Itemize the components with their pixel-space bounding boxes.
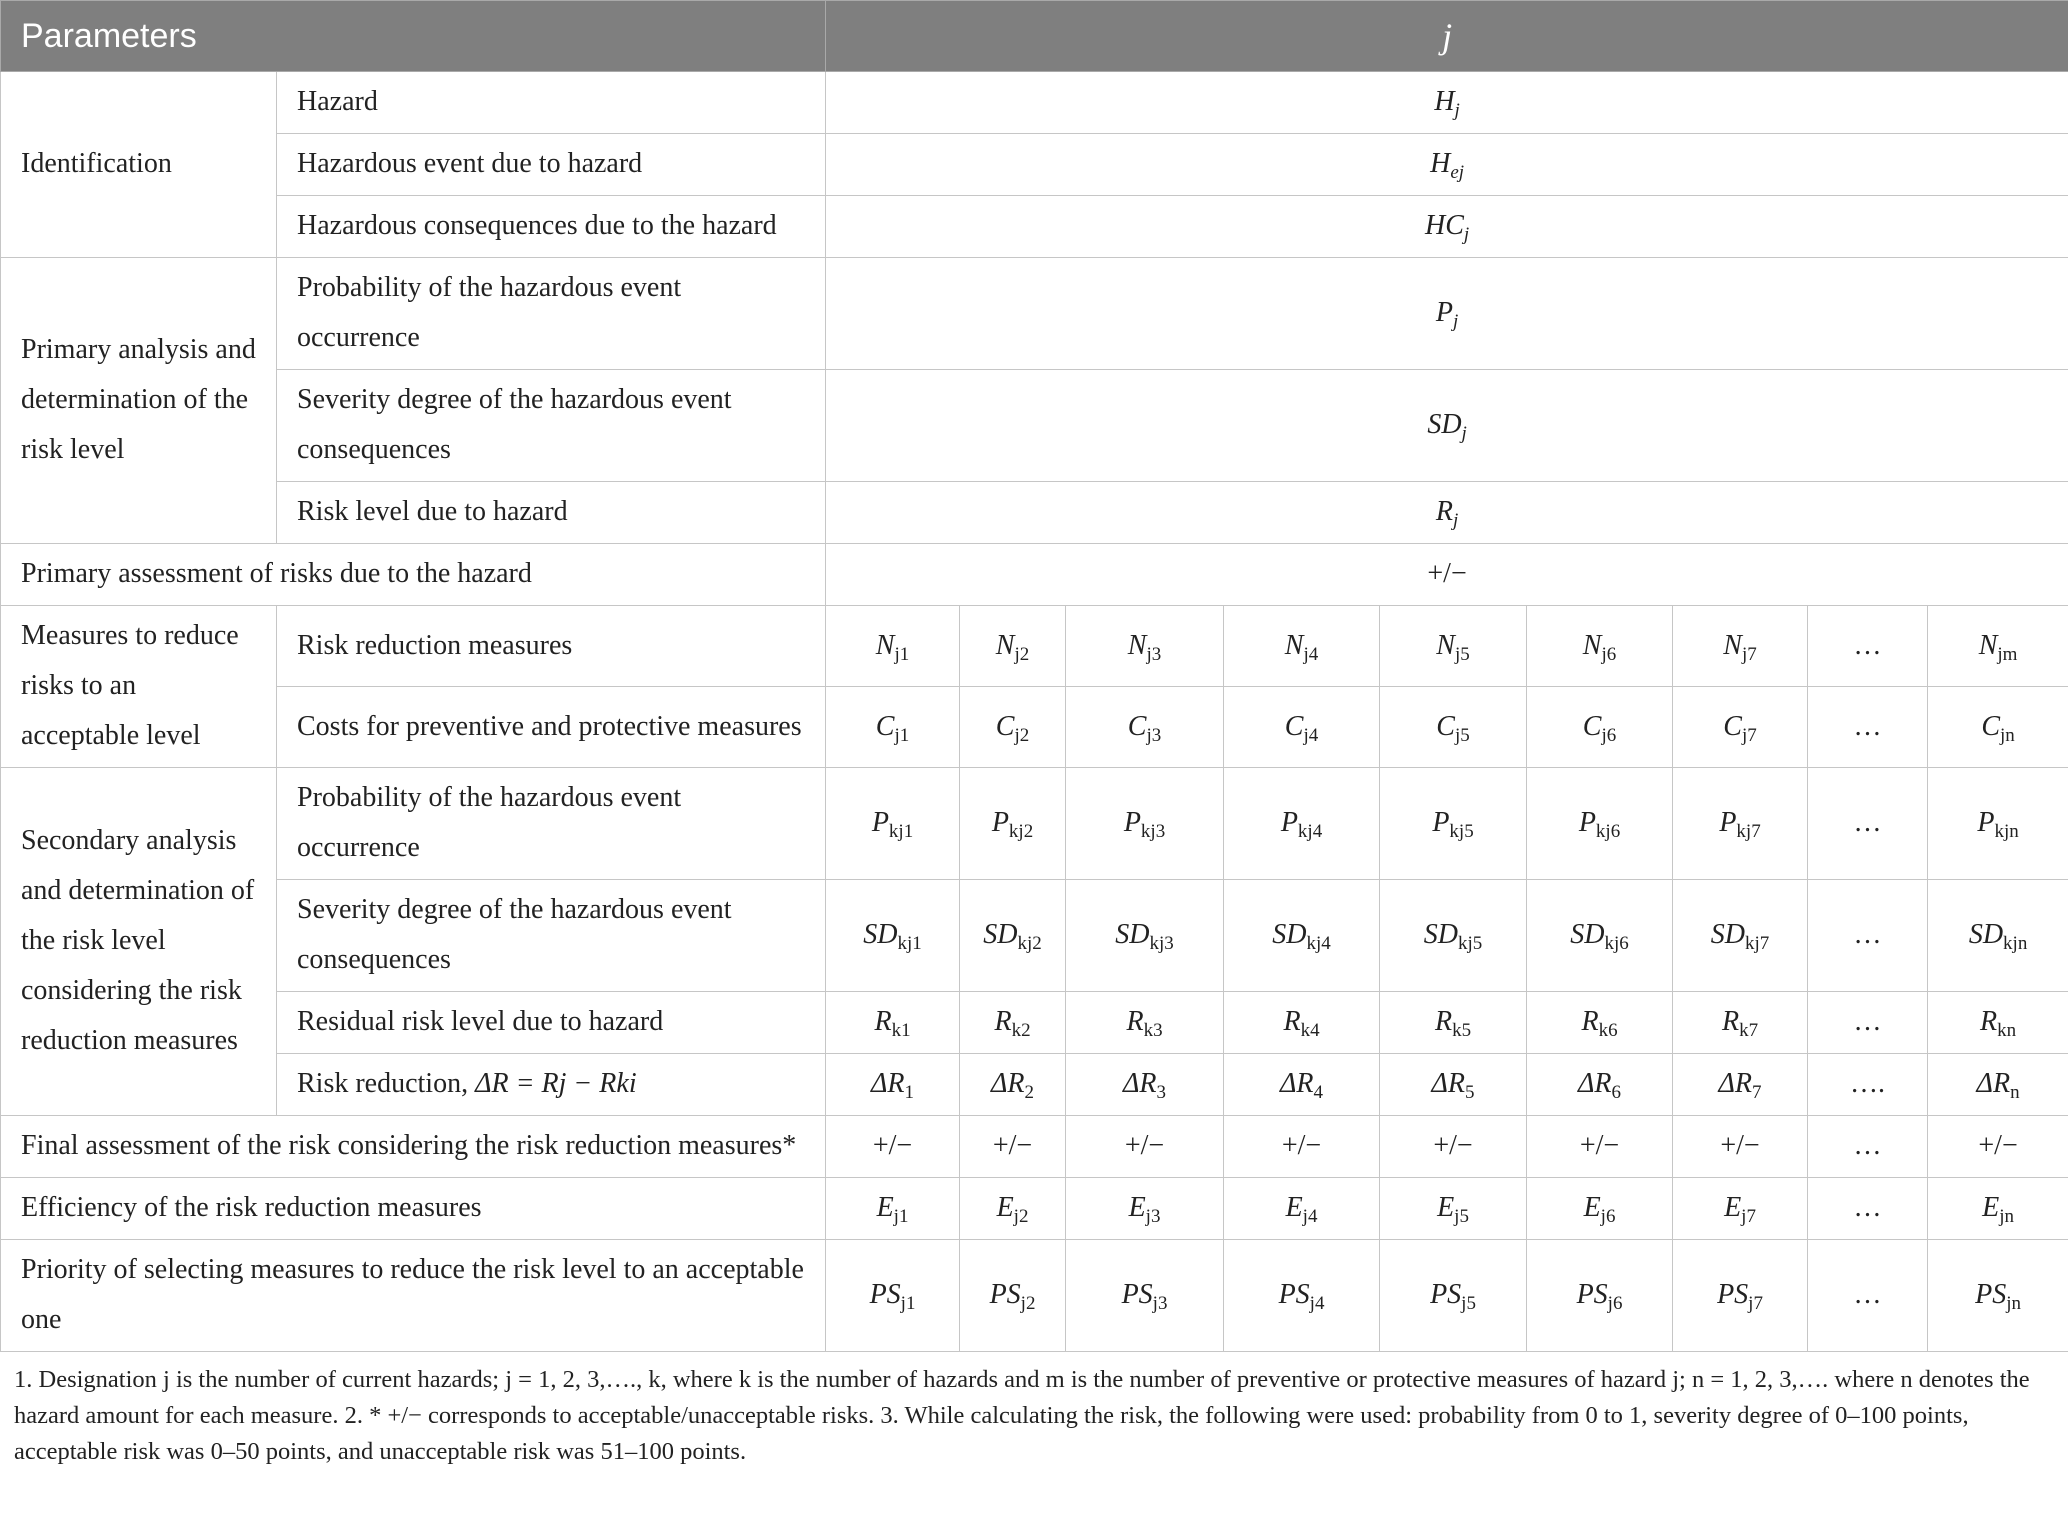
risk-reduction-formula: ΔR = Rj − Rki: [475, 1068, 637, 1099]
measure-cell: $E_{j1}$: [826, 1178, 960, 1240]
measure-cell: $PS_{j5}$: [1380, 1240, 1527, 1352]
group-efficiency: Efficiency of the risk reduction measures: [1, 1178, 826, 1240]
symbol-probability: $P_j$: [826, 258, 2068, 370]
symbol-risk-level: $R_j$: [826, 482, 2068, 544]
measure-cell: $PS_{j6}$: [1527, 1240, 1673, 1352]
measure-cell: +/−: [1928, 1116, 2068, 1178]
measure-cell: $N_{j5}$: [1380, 606, 1527, 687]
measure-cell: …: [1808, 1178, 1928, 1240]
measure-cell: $C_{j7}$: [1673, 687, 1808, 768]
table-row: [1, 1240, 2068, 1352]
measure-cell: +/−: [1380, 1116, 1527, 1178]
measure-cell: $E_{j3}$: [1066, 1178, 1224, 1240]
table-row: [1, 258, 2068, 370]
measure-cell: $P_{kjn}$: [1928, 768, 2068, 880]
table-footnote: 1. Designation j is the number of current hazards; j = 1, 2, 3,…., k, where k is the number of hazards and m is the number of preventive or protective measures of hazard j; n = 1, 2, 3,…. where n denotes the hazard amount for each measure. 2. * +/− corresponds to acceptable/unacceptable risks. 3. While calculating the risk, the following were used: probability from 0 to 1, severity degree of 0–100 points, acceptable risk was 0–50 points, and unacceptable risk was 51–100 points.: [14, 1366, 2030, 1465]
measure-cell: $E_{jn}$: [1928, 1178, 2068, 1240]
measure-cell: $SD_{kj1}$: [826, 880, 960, 992]
measure-cell: $N_{j3}$: [1066, 606, 1224, 687]
measure-cell: …: [1808, 687, 1928, 768]
measure-cell: $PS_{j7}$: [1673, 1240, 1808, 1352]
measure-cell: +/−: [1673, 1116, 1808, 1178]
measure-cell: $\Delta R_2$: [960, 1054, 1066, 1116]
measure-cell: $SD_{kj2}$: [960, 880, 1066, 992]
symbol-hazard: $H_j$: [826, 72, 2068, 134]
measure-cell: $C_{j5}$: [1380, 687, 1527, 768]
measure-cell: $C_{j3}$: [1066, 687, 1224, 768]
measure-cell: $N_{jm}$: [1928, 606, 2068, 687]
table-row: [1, 196, 2068, 258]
measure-cell: $SD_{kj3}$: [1066, 880, 1224, 992]
measure-cell: $\Delta R_6$: [1527, 1054, 1673, 1116]
measure-cell: …: [1808, 606, 1928, 687]
measure-cell: $N_{j4}$: [1224, 606, 1380, 687]
measure-cell: $E_{j7}$: [1673, 1178, 1808, 1240]
param-costs: Costs for preventive and protective measures: [277, 687, 826, 768]
table-row: [1, 880, 2068, 992]
measure-cell: $SD_{kj6}$: [1527, 880, 1673, 992]
measure-cell: $R_{k1}$: [826, 992, 960, 1054]
measure-cell: +/−: [1066, 1116, 1224, 1178]
table-row: [1, 1116, 2068, 1178]
measure-cell: …: [1808, 1240, 1928, 1352]
measure-cell: $\Delta R_5$: [1380, 1054, 1527, 1116]
measure-cell: +/−: [826, 1116, 960, 1178]
measure-cell: $R_{kn}$: [1928, 992, 2068, 1054]
measure-cell: $SD_{kjn}$: [1928, 880, 2068, 992]
param-hazard: Hazard: [277, 72, 826, 134]
measure-cell: $PS_{j1}$: [826, 1240, 960, 1352]
table-row: [1, 687, 2068, 768]
measure-cell: $P_{kj4}$: [1224, 768, 1380, 880]
measure-cell: $SD_{kj4}$: [1224, 880, 1380, 992]
table-row: [1, 1178, 2068, 1240]
measure-cell: $N_{j1}$: [826, 606, 960, 687]
table-row: [1, 370, 2068, 482]
measure-cell: $PS_{j3}$: [1066, 1240, 1224, 1352]
symbol-event: $H_{ej}$: [826, 134, 2068, 196]
measure-cell: $P_{kj2}$: [960, 768, 1066, 880]
table-row: [1, 134, 2068, 196]
measure-cell: …: [1808, 880, 1928, 992]
param-event: Hazardous event due to hazard: [277, 134, 826, 196]
measure-cell: $N_{j6}$: [1527, 606, 1673, 687]
param-risk-level: Risk level due to hazard: [277, 482, 826, 544]
measure-cell: $P_{kj7}$: [1673, 768, 1808, 880]
measure-cell: …: [1808, 1116, 1928, 1178]
measure-cell: $E_{j2}$: [960, 1178, 1066, 1240]
measure-cell: $C_{j2}$: [960, 687, 1066, 768]
param-risk-reduction: Risk reduction, ΔR = Rj − Rki: [277, 1054, 826, 1116]
table-row: [1, 72, 2068, 134]
table-row: [1, 992, 2068, 1054]
table-row: [1, 606, 2068, 687]
measure-cell: +/−: [960, 1116, 1066, 1178]
measure-cell: $E_{j4}$: [1224, 1178, 1380, 1240]
param-probability: Probability of the hazardous event occurrence: [277, 258, 826, 370]
measure-cell: $PS_{jn}$: [1928, 1240, 2068, 1352]
param-probability-secondary: Probability of the hazardous event occurrence: [277, 768, 826, 880]
measure-cell: $P_{kj5}$: [1380, 768, 1527, 880]
measure-cell: $R_{k6}$: [1527, 992, 1673, 1054]
measure-cell: $PS_{j4}$: [1224, 1240, 1380, 1352]
measure-cell: $P_{kj6}$: [1527, 768, 1673, 880]
measure-cell: $E_{j5}$: [1380, 1178, 1527, 1240]
measure-cell: +/−: [1527, 1116, 1673, 1178]
measure-cell: +/−: [1224, 1116, 1380, 1178]
group-primary-assessment: Primary assessment of risks due to the hazard: [1, 544, 826, 606]
header-j: j: [826, 1, 2068, 72]
measure-cell: $N_{j7}$: [1673, 606, 1808, 687]
measure-cell: $R_{k5}$: [1380, 992, 1527, 1054]
table-row: [1, 544, 2068, 606]
param-reduction-measures: Risk reduction measures: [277, 606, 826, 687]
measure-cell: …: [1808, 992, 1928, 1054]
measure-cell: …: [1808, 768, 1928, 880]
measure-cell: $\Delta R_7$: [1673, 1054, 1808, 1116]
param-residual-risk: Residual risk level due to hazard: [277, 992, 826, 1054]
measure-cell: $\Delta R_4$: [1224, 1054, 1380, 1116]
group-final-assessment: Final assessment of the risk considering the risk reduction measures*: [1, 1116, 826, 1178]
header-row: [1, 1, 2068, 72]
measure-cell: $P_{kj1}$: [826, 768, 960, 880]
group-secondary-analysis: Secondary analysis and determination of the risk level considering the risk reduction measures: [1, 768, 277, 1116]
group-identification: Identification: [1, 72, 277, 258]
table-row: [1, 1054, 2068, 1116]
table-row: [1, 482, 2068, 544]
measure-cell: $C_{j6}$: [1527, 687, 1673, 768]
measure-cell: ….: [1808, 1054, 1928, 1116]
measure-cell: $C_{j4}$: [1224, 687, 1380, 768]
measure-cell: $P_{kj3}$: [1066, 768, 1224, 880]
symbol-severity: $SD_j$: [826, 370, 2068, 482]
measure-cell: $R_{k2}$: [960, 992, 1066, 1054]
param-severity: Severity degree of the hazardous event consequences: [277, 370, 826, 482]
param-consequences: Hazardous consequences due to the hazard: [277, 196, 826, 258]
group-measures: Measures to reduce risks to an acceptable level: [1, 606, 277, 768]
measure-cell: $\Delta R_1$: [826, 1054, 960, 1116]
group-primary-analysis: Primary analysis and determination of the risk level: [1, 258, 277, 544]
measure-cell: $R_{k4}$: [1224, 992, 1380, 1054]
symbol-consequences: $HC_j$: [826, 196, 2068, 258]
measure-cell: $\Delta R_n$: [1928, 1054, 2068, 1116]
group-priority: Priority of selecting measures to reduce the risk level to an acceptable one: [1, 1240, 826, 1352]
measure-cell: $R_{k7}$: [1673, 992, 1808, 1054]
measure-cell: $C_{jn}$: [1928, 687, 2068, 768]
measure-cell: $SD_{kj5}$: [1380, 880, 1527, 992]
measure-cell: $\Delta R_3$: [1066, 1054, 1224, 1116]
measure-cell: $SD_{kj7}$: [1673, 880, 1808, 992]
table-row: [1, 768, 2068, 880]
measure-cell: $E_{j6}$: [1527, 1178, 1673, 1240]
param-severity-secondary: Severity degree of the hazardous event consequences: [277, 880, 826, 992]
measure-cell: $C_{j1}$: [826, 687, 960, 768]
measure-cell: $PS_{j2}$: [960, 1240, 1066, 1352]
measure-cell: $R_{k3}$: [1066, 992, 1224, 1054]
symbol-primary-assessment: +/−: [826, 544, 2068, 606]
header-parameters: Parameters: [1, 1, 826, 72]
measure-cell: $N_{j2}$: [960, 606, 1066, 687]
